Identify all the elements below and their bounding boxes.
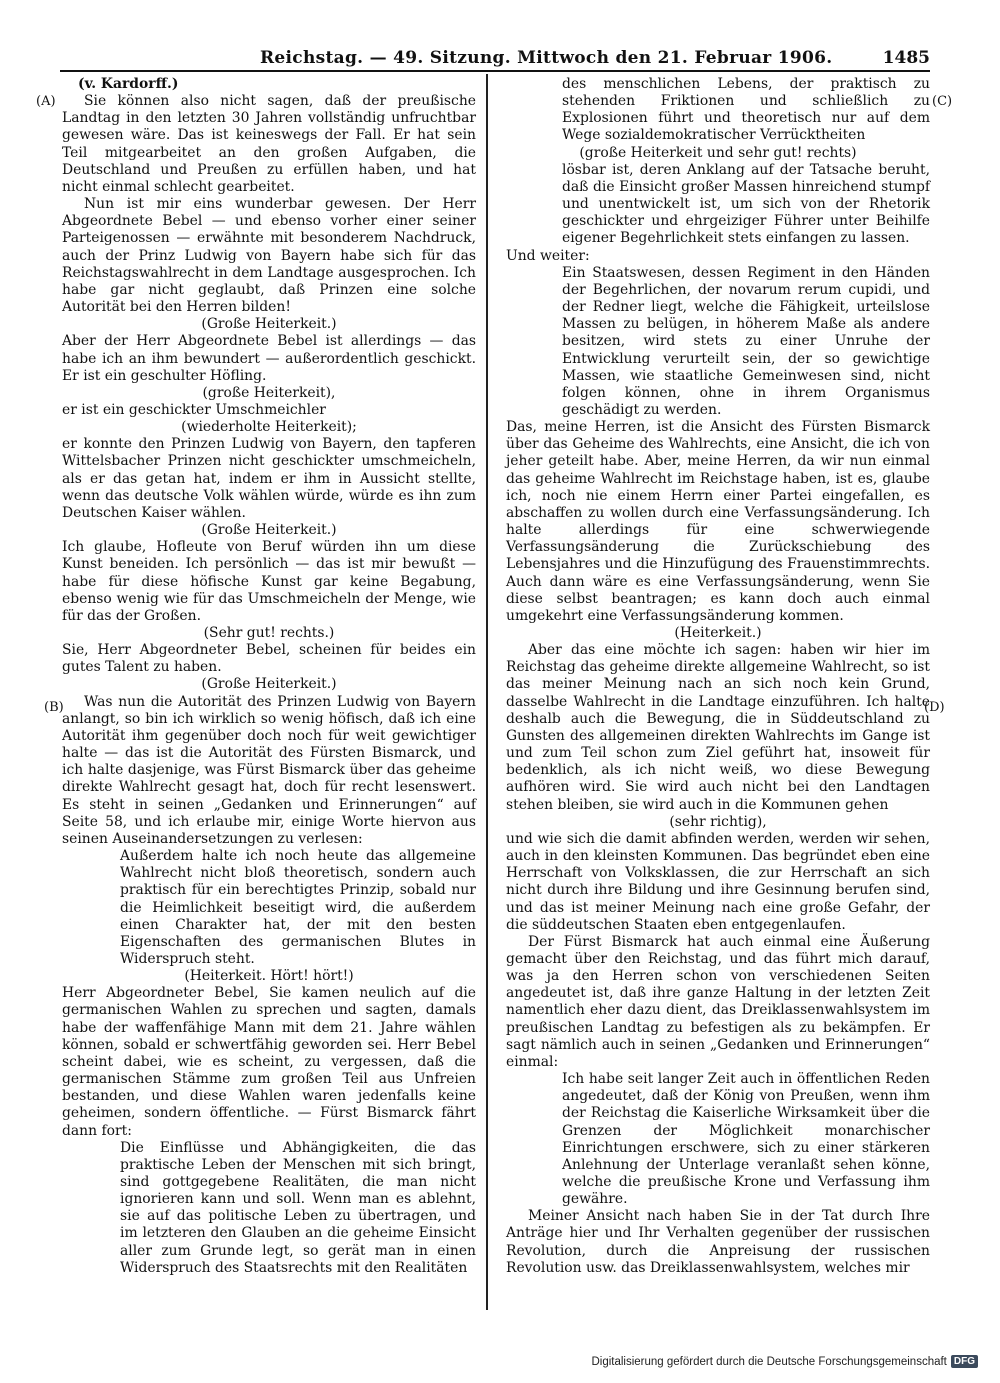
paragraph: Das, meine Herren, ist die Ansicht des Fürsten Bismarck über das Geheime des Wahlrechts, eine Ansicht, die ich von jeher geteilt habe. Aber, meine Herren, da wir nun einmal das geheime Wahlrecht im Reichstage haben, ist es, glaube ich, noch nie einem Herrn einer Partei eingefallen, es abschaffen zu wollen durch eine Verfassungsänderung. Ich halte allerdings für eine schwerwiegende Verfassungsänderung die Zurückschiebung des Lebensjahres und die Hinzufügung des Frauenstimmrechts. Auch dann wäre es eine Verfassungsänderung, wenn Sie diese selbst beantragen; es kann doch auch einmal umgekehrt eine Verfassungsänderung kommen. — [506, 419, 930, 624]
paragraph: Aber das eine möchte ich sagen: haben wir hier im Reichstag das geheime direkte allgemeine Wahlrecht, so ist das meiner Meinung nach an sich noch kein Grund, dasselbe Wahlrecht in die Landtage einzuführen. Ich halte deshalb auch die Bewegung, die in Süddeutschland zu Gunsten des allgemeinen direkten Wahlrechts im Gange ist und zum Teil schon zum Ziel geführt hat, insoweit für bedenklich, als ich nicht weiß, wo diese Bewegung aufhören wird. Sie wird auch nicht bei den Landtagen stehen bleiben, sie wird auch in die Kommunen gehen — [506, 642, 930, 813]
paragraph: er konnte den Prinzen Ludwig von Bayern, den tapferen Wittelsbacher Prinzen nicht geschickter umschmeicheln, als er das getan hat, indem er ihm in Aussicht stellte, wenn das deutsche Volk wählen würde, würde es ihn zum Deutschen Kaiser wählen. — [62, 436, 476, 521]
header-rule — [60, 70, 930, 72]
column-divider — [486, 74, 488, 1310]
quotation-paragraph: Außerdem halte ich noch heute das allgemeine Wahlrecht nicht bloß theoretisch, sondern auch praktisch für ein berechtigtes Prinzip, sobald nur die Heimlichkeit beseitigt wird, die außerdem einen Charakter hat, der mit den besten Eigenschaften des germanischen Blutes in Widerspruch steht. — [120, 848, 476, 967]
paragraph: Was nun die Autorität des Prinzen Ludwig von Bayern anlangt, so bin ich wirklich so wenig höfisch, daß ich eine Autorität ihm gegenüber doch noch für weit gewichtiger halte — das ist die Autorität des Fürsten Bismarck, und ich halte dasjenige, was Fürst Bismarck über das geheime direkte Wahlrecht gesagt hat, doch für recht lesenswert. Es steht in seinen „Gedanken und Erinnerungen“ auf Seite 58, und ich erlaube mir, einige Worte hiervon aus seinen Auseinandersetzungen zu verlesen: — [62, 693, 476, 847]
quotation-paragraph: des menschlichen Lebens, der praktisch zu stehenden Friktionen und schließlich zu Explosionen führt und theoretisch nur auf dem Wege sozialdemokratischer Verrücktheiten — [562, 76, 930, 144]
paragraph: Aber der Herr Abgeordnete Bebel ist allerdings — das habe ich an ihm bewundert — außerordentlich geschickt. Er ist ein geschulter Höfling. — [62, 333, 476, 384]
paragraph: und wie sich die damit abfinden werden, werden wir sehen, auch in den kleinsten Kommunen. Das begründet eben eine Herrschaft von Volksklassen, die zur Herrschaft an sich nicht durch ihre Bildung und ihre Gesinnung berufen sind, und das ist meiner Meinung nach eine große Gefahr, der die süddeutschen Staaten eben entgegenlaufen. — [506, 830, 930, 933]
footer-text: Digitalisierung gefördert durch die Deutsche Forschungsgemeinschaft — [591, 1355, 947, 1368]
interjection: (Große Heiterkeit.) — [201, 316, 337, 333]
interjection: (Große Heiterkeit.) — [201, 676, 337, 693]
interjection: (Sehr gut! rechts.) — [203, 625, 335, 641]
margin-mark-c: (C) — [932, 94, 953, 109]
paragraph: er ist ein geschickter Umschmeichler — [62, 401, 326, 418]
paragraph: Herr Abgeordneter Bebel, Sie kamen neulich auf die germanischen Wahlen zu sprechen und sagten, damals habe der waffenfähige Mann mit dem 21. Jahre wählen können, sobald er schwertfähig geworden sei. Herr Bebel scheint dabei, wie es scheint, zu vergessen, daß die germanischen Stämme zum großen Teil aus Unfreien bestanden, und diese Wahlen waren jedenfalls keine geheimen, sondern öffentliche. — Fürst Bismarck fährt dann fort: — [62, 985, 476, 1139]
quotation-paragraph: lösbar ist, deren Anklang auf der Tatsache beruht, daß die Einsicht großer Massen hinreichend stumpf und unentwickelt ist, um sich von der Rhetorik geschickter und ehrgeiziger Führer unter Beihilfe eigener Begehrlichkeit stets einfangen zu lassen. — [562, 161, 930, 247]
interjection: (große Heiterkeit), — [202, 384, 336, 401]
page-header — [60, 48, 930, 70]
paragraph: Und weiter: — [506, 247, 590, 264]
dfg-logo: DFG — [951, 1355, 978, 1368]
paragraph: (v. Kardorff.) — [78, 76, 179, 92]
page-number: 1485 — [882, 48, 930, 68]
page-title: Reichstag. — 49. Sitzung. Mittwoch den 21. Februar 1906. — [260, 48, 833, 68]
paragraph: Ich glaube, Hofleute von Beruf würden ihn um diese Kunst beneiden. Ich persönlich — das ist mir bewußt — habe für diese höfische Kunst gar keine Begabung, ebenso wenig wie für das Umschmeicheln der Menge, wie für das der Großen. — [62, 539, 476, 624]
paragraph: Sie, Herr Abgeordneter Bebel, scheinen für beides ein gutes Talent zu haben. — [62, 642, 476, 676]
left-column — [62, 76, 476, 1277]
paragraph: Sie können also nicht sagen, daß der preußische Landtag in den letzten 30 Jahren vollständig unfruchtbar gewesen wäre. Das ist keineswegs der Fall. Er hat sein Teil mitgearbeitet an den großen Aufgaben, die Deutschland und Preußen zu erfüllen haben, und hat nicht einmal schlecht gearbeitet. — [62, 93, 476, 195]
quotation-paragraph: Ein Staatswesen, dessen Regiment in den Händen der Begehrlichen, der novarum rerum cupidi, und der Redner liegt, welche die Fähigkeit, urteilslose Massen zu belügen, in höherem Maße als andere besitzen, wird stets zu einer Unruhe der Entwicklung verurteilt sein, der so gewichtige Massen, wie staatliche Gemeinwesen sind, nicht folgen können, ohne in ihrem Organismus geschädigt zu werden. — [562, 264, 930, 418]
interjection: (Heiterkeit. Hört! hört!) — [184, 968, 354, 985]
interjection: (Heiterkeit.) — [674, 625, 762, 641]
margin-mark-b: (B) — [44, 700, 64, 715]
interjection: (Große Heiterkeit.) — [201, 522, 337, 539]
right-column — [506, 76, 930, 1277]
interjection: (große Heiterkeit und sehr gut! rechts) — [579, 144, 857, 161]
margin-mark-d: (D) — [924, 700, 945, 715]
paragraph: Der Fürst Bismarck hat auch einmal eine Äußerung gemacht über den Reichstag, und das führt mich darauf, was ja den Herren schon von verschiedenen Seiten angedeutet ist, daß ihre ganze Haltung in der letzten Zeit namentlich eher dazu dient, das Dreiklassenwahlsystem im preußischen Landtag zu befestigen als zu bekämpfen. Er sagt nämlich auch in seinen „Gedanken und Erinnerungen“ einmal: — [506, 933, 930, 1070]
interjection: (wiederholte Heiterkeit); — [181, 419, 357, 436]
paragraph: Nun ist mir eins wunderbar gewesen. Der Herr Abgeordnete Bebel — und ebenso vorher einer seiner Parteigenossen — erwähnte mit besonderem Nachdruck, auch der Prinz Ludwig von Bayern habe sich für das Reichstagswahlrecht in dem Landtage ausgesprochen. Ich habe gar nicht geglaubt, daß Prinzen eine solche Autorität bei den Herren bilden! — [62, 196, 476, 316]
interjection: (sehr richtig), — [669, 813, 767, 830]
footer-credit — [591, 1355, 978, 1368]
quotation-paragraph: Die Einflüsse und Abhängigkeiten, die das praktische Leben der Menschen mit sich bringt, sind gottgegebene Realitäten, die man nicht ignorieren kann und soll. Wenn man es ablehnt, sie auf das politische Leben zu übertragen, und im letzteren den Glauben an die geheime Einsicht aller zum Grunde legt, so gerät man in einen Widerspruch des Staatsrechts mit den Realitäten — [120, 1139, 476, 1276]
quotation-paragraph: Ich habe seit langer Zeit auch in öffentlichen Reden angedeutet, daß der König von Preußen, wenn ihm der Reichstag die Kaiserliche Wirksamkeit über die Grenzen der Möglichkeit monarchischer Einrichtungen erschwere, sich zu einer stärkeren Anlehnung der Unterlage veranlaßt sehen könne, welche die preußische Krone und Verfassung ihm gewähre. — [562, 1071, 930, 1208]
paragraph: Meiner Ansicht nach haben Sie in der Tat durch Ihre Anträge hier und Ihr Verhalten gegenüber der russischen Revolution, durch die Anpreisung der russischen Revolution usw. das Dreiklassenwahlsystem, welches mir — [506, 1208, 930, 1276]
margin-mark-a: (A) — [36, 94, 56, 109]
